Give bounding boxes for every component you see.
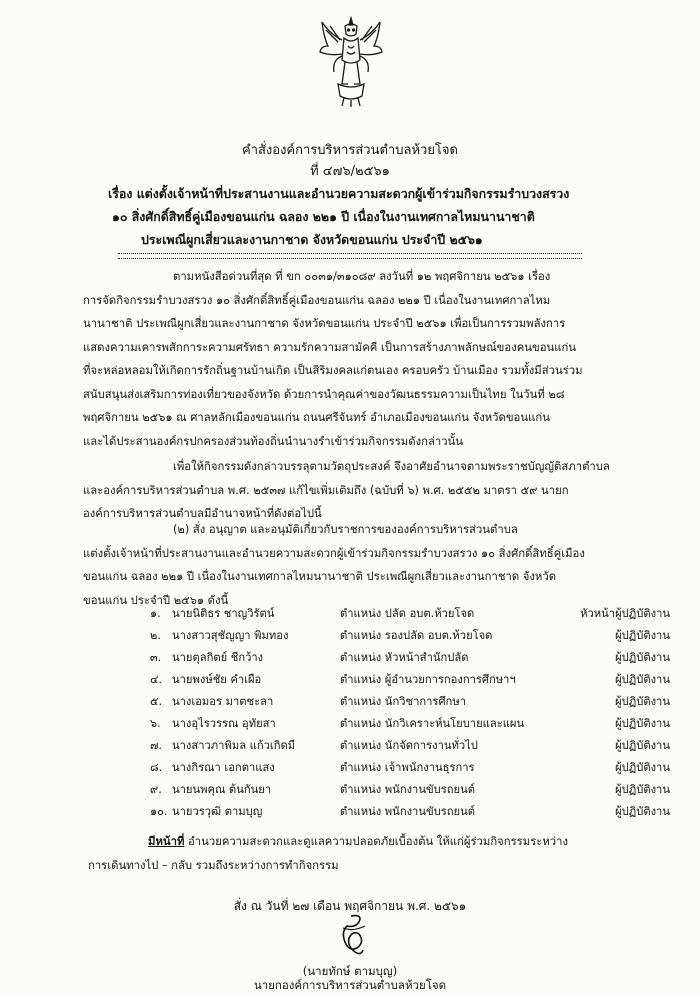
paragraph-line: พฤศจิกายน ๒๕๖๑ ณ ศาลหลักเมืองขอนแก่น ถนนศรีจันทร์ อำเภอเมืองขอนแก่น จังหวัดขอนแก่น xyxy=(83,411,550,424)
appointee-name: นางสาวภาพิมล แก้วเกิดมี xyxy=(172,739,296,752)
list-item xyxy=(150,626,670,648)
order-heading: คำสั่งองค์การบริหารส่วนตำบลห้วยโจด xyxy=(242,143,458,158)
list-item xyxy=(150,604,670,626)
paragraph-line: ขอนแก่น ฉลอง ๒๒๑ ปี เนื่องในงานเทศกาลไหมนานาชาติ ประเพณีผูกเสี่ยวและงานกาชาด จังหวัด xyxy=(83,570,557,583)
list-item xyxy=(150,670,670,692)
subject-line-1: เรื่อง แต่งตั้งเจ้าหน้าที่ประสานงานและอำนวยความสะดวกผู้เข้าร่วมกิจกรรมรำบวงสรวง xyxy=(108,186,570,201)
list-item xyxy=(150,714,670,736)
appointee-name: นายนพคุณ ต้นกันยา xyxy=(172,783,272,796)
appointee-position: ตำแหน่ง หัวหน้าสำนักปลัด xyxy=(340,651,469,664)
appointee-position: ตำแหน่ง พนักงานขับรถยนต์ xyxy=(340,805,475,818)
paragraph-line: ตามหนังสือด่วนที่สุด ที่ ขก ๐๐๓๑/๓๑๐๘๙ ลงวันที่ ๑๒ พฤศจิกายน ๒๕๖๑ เรื่อง xyxy=(173,270,551,283)
duty-paragraph xyxy=(88,830,688,878)
appointee-position: ตำแหน่ง พนักงานขับรถยนต์ xyxy=(340,783,475,796)
appointee-position: ตำแหน่ง นักวิชาการศึกษา xyxy=(340,695,466,708)
item-number: ๖. xyxy=(150,717,161,730)
duty-text: อำนวยความสะดวกและดูแลความปลอดภัยเบื้องต้น ให้แก่ผู้ร่วมกิจกรรมระหว่าง xyxy=(188,835,568,848)
order-date: สั่ง ณ วันที่ ๒๗ เดือน พฤศจิกายน พ.ศ. ๒๕๖๑ xyxy=(233,899,467,913)
item-number: ๔. xyxy=(150,673,163,686)
item-number: ๙. xyxy=(150,783,162,796)
separator-line xyxy=(118,253,582,259)
paragraph-appointment xyxy=(83,518,638,612)
list-item xyxy=(150,736,670,758)
garuda-emblem-icon xyxy=(318,16,384,108)
paragraph-authority xyxy=(83,455,638,526)
appointee-name: นางสาวสุชัญญา พิมทอง xyxy=(172,629,289,642)
list-item xyxy=(150,648,670,670)
appointee-role: ผู้ปฏิบัติงาน xyxy=(615,761,670,774)
item-number: ๒. xyxy=(150,629,161,642)
appointee-position: ตำแหน่ง ปลัด อบต.ห้วยโจด xyxy=(340,607,475,620)
list-item xyxy=(150,780,670,802)
item-number: ๕. xyxy=(150,695,163,708)
appointee-role: ผู้ปฏิบัติงาน xyxy=(615,805,670,818)
appointee-role: ผู้ปฏิบัติงาน xyxy=(615,717,670,730)
paragraph-line: แต่งตั้งเจ้าหน้าที่ประสานงานและอำนวยความสะดวกผู้เข้าร่วมกิจกรรมรำบวงสรวง ๑๐ สิ่งศักดิ์สิทธิ์คู่เมือง xyxy=(83,546,585,560)
paragraph-line: นานาชาติ ประเพณีผูกเสี่ยวและงานกาชาด จังหวัดขอนแก่น ประจำปี ๒๕๖๑ เพื่อเป็นการรวมพลังการ xyxy=(83,317,566,330)
item-number: ๑๐. xyxy=(150,805,168,818)
appointee-position: ตำแหน่ง ผู้อำนวยการกองการศึกษาฯ xyxy=(340,673,516,686)
appointee-name: นางอุไรวรรณ อุทัยสา xyxy=(172,717,276,730)
item-number: ๘. xyxy=(150,761,163,774)
signer-title: นายกองค์การบริหารส่วนตำบลห้วยโจด xyxy=(253,978,447,992)
appointee-role: ผู้ปฏิบัติงาน xyxy=(615,651,670,664)
list-item xyxy=(150,802,670,824)
list-item xyxy=(150,758,670,780)
item-number: ๓. xyxy=(150,651,162,664)
appointee-role: ผู้ปฏิบัติงาน xyxy=(615,695,670,708)
duty-heading: มีหน้าที่ xyxy=(148,835,185,848)
subject-line-3: ประเพณีผูกเสี่ยวและงานกาชาด จังหวัดขอนแก่น ประจำปี ๒๕๖๑ xyxy=(141,232,483,247)
paragraph-line: ขอนแก่น ประจำปี ๒๕๖๑ ดังนี้ xyxy=(83,593,229,607)
appointee-name: นางเอมอร มาตชะลา xyxy=(172,695,274,708)
appointee-role: ผู้ปฏิบัติงาน xyxy=(615,783,670,796)
appointee-position: ตำแหน่ง เจ้าพนักงานธุรการ xyxy=(340,761,475,774)
paragraph-line: สนับสนุนส่งเสริมการท่องเที่ยวของจังหวัด ด้วยการนำคุณค่าของวัฒนธรรมความเป็นไทย ในวันที่ ๒๘ xyxy=(83,387,565,401)
signer-name: (นายทักษ์ ตามบุญ) xyxy=(302,964,398,978)
paragraph-line: การจัดกิจกรรมรำบวงสรวง ๑๐ สิ่งศักดิ์สิทธิ์คู่เมืองขอนแก่น ฉลอง ๒๒๑ ปี เนื่องในงานเทศกาลไหม xyxy=(83,293,551,307)
signature-icon xyxy=(333,912,373,962)
paragraph-line: แสดงความเคารพสักการะความศรัทธา ความรักความสามัคคี เป็นการสร้างภาพลักษณ์ของคนขอนแก่น xyxy=(83,340,577,354)
appointee-position: ตำแหน่ง นักจัดการงานทั่วไป xyxy=(340,739,478,752)
appointee-role: ผู้ปฏิบัติงาน xyxy=(615,673,670,686)
item-number: ๑. xyxy=(150,607,161,620)
paragraph-line: และองค์การบริหารส่วนตำบล พ.ศ. ๒๕๓๗ แก้ไขเพิ่มเติมถึง (ฉบับที่ ๖) พ.ศ. ๒๕๕๒ มาตรา ๕๙ นายก xyxy=(83,483,569,497)
subject-line-2: ๑๐ สิ่งศักดิ์สิทธิ์คู่เมืองขอนแก่น ฉลอง ๒๒๑ ปี เนื่องในงานเทศกาลไหมนานาชาติ xyxy=(112,209,535,224)
order-number: ที่ ๔๗๖/๒๕๖๑ xyxy=(310,164,390,179)
paragraph-line: และได้ประสานองค์กรปกครองส่วนท้องถิ่นนำนางรำเข้าร่วมกิจกรรมดังกล่าวนั้น xyxy=(83,434,464,448)
appointee-role: ผู้ปฏิบัติงาน xyxy=(615,739,670,752)
appointee-role: ผู้ปฏิบัติงาน xyxy=(615,629,670,642)
paragraph-reference xyxy=(83,265,638,453)
paragraph-line: องค์การบริหารส่วนตำบลมีอำนาจหน้าที่ดังต่อไปนี้ xyxy=(83,507,322,520)
duty-text-continued: การเดินทางไป – กลับ รวมถึงระหว่างการทำกิจกรรม xyxy=(88,859,339,872)
paragraph-line: เพื่อให้กิจกรรมดังกล่าวบรรลุตามวัตถุประสงค์ จึงอาศัยอำนาจตามพระราชบัญญัติสภาตำบล xyxy=(173,460,610,473)
appointee-name: นายวรวุฒิ ตามบุญ xyxy=(172,805,263,818)
paragraph-line: (๒) สั่ง อนุญาต และอนุมัติเกี่ยวกับราชการขององค์การบริหารส่วนตำบล xyxy=(173,523,518,536)
appointee-name: นายตุลกิตย์ ชีกว้าง xyxy=(172,651,264,664)
appointee-position: ตำแหน่ง รองปลัด อบต.ห้วยโจด xyxy=(340,629,493,642)
item-number: ๗. xyxy=(150,739,162,752)
paragraph-line: ที่จะหล่อหลอมให้เกิดการรักถิ่นฐานบ้านเกิด เป็นสิริมงคลแก่ตนเอง ครอบครัว บ้านเมือง รวมทั้งมีส่วนร่วม xyxy=(83,364,583,377)
list-item xyxy=(150,692,670,714)
appointee-role: หัวหน้าผู้ปฏิบัติงาน xyxy=(580,607,670,620)
appointee-position: ตำแหน่ง นักวิเคราะห์นโยบายและแผน xyxy=(340,717,525,730)
appointee-name: นายนิติธร ชาญวิรัตน์ xyxy=(172,607,275,620)
appointee-name: นางกิรณา เอกตาแสง xyxy=(172,761,275,774)
appointee-name: นายพงษ์ชัย คำเผือ xyxy=(172,673,262,686)
